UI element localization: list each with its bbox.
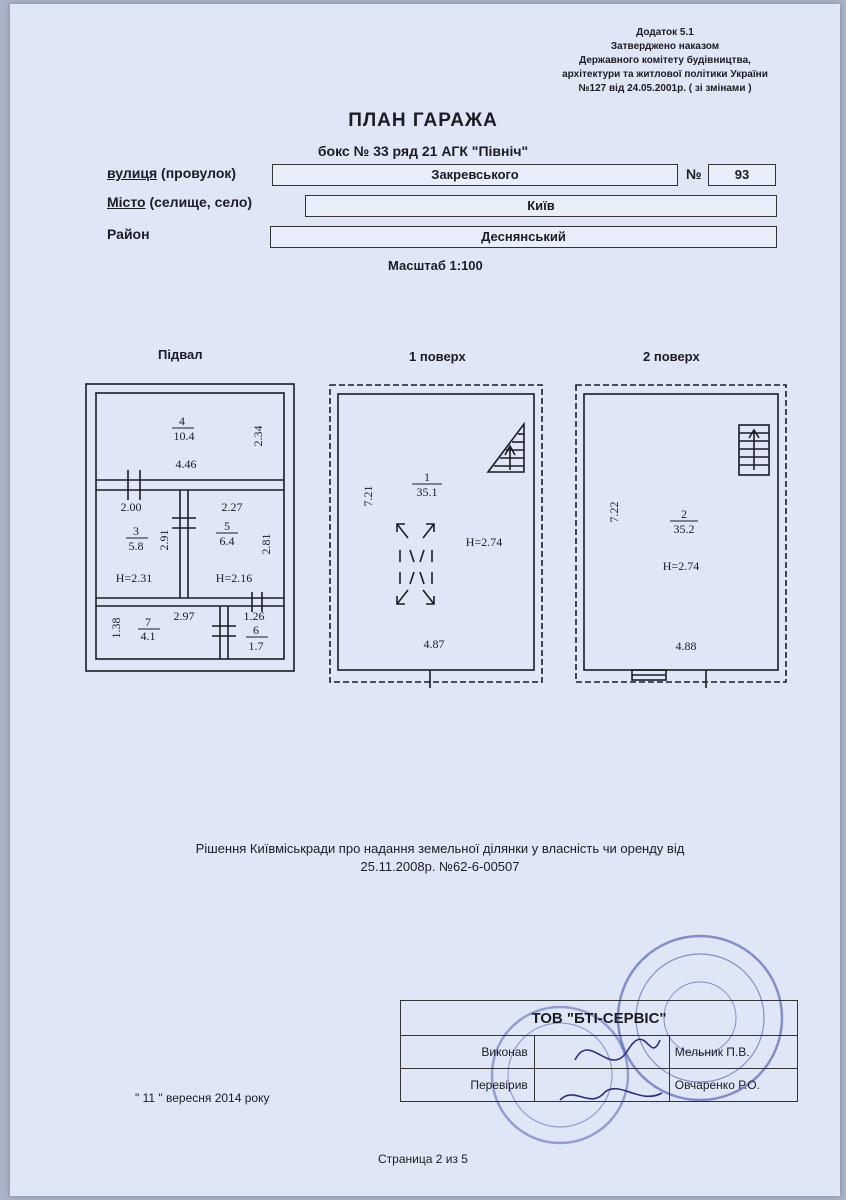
room3-height: H=2.31 (115, 571, 153, 585)
room3-number: 3 (133, 524, 139, 538)
role-executor: Виконав (401, 1036, 535, 1069)
floor1-width: 4.87 (423, 637, 445, 651)
page-number: Страница 2 из 5 (378, 1152, 468, 1166)
approval-line: Затверджено наказом (610, 41, 720, 52)
district-value: Деснянський (270, 226, 777, 248)
approval-line: №127 від 24.05.2001р. ( зі змінами ) (578, 83, 752, 94)
street-value: Закревського (272, 164, 678, 186)
page-subtitle: бокс № 33 ряд 21 АГК "Північ" (317, 143, 529, 159)
floor2-depth: 7.22 (607, 501, 621, 523)
company-name: ТОВ "БТІ-СЕРВІС" (401, 1001, 798, 1036)
city-value: Київ (305, 195, 777, 217)
floor1-depth: 7.21 (361, 485, 375, 507)
number-label: № (686, 166, 702, 182)
room3-depth: 2.91 (157, 529, 171, 551)
name-executor: Мельник П.В. (669, 1036, 797, 1069)
floor1-number: 1 (424, 470, 430, 484)
signature-cell (534, 1069, 669, 1102)
scale-label: Масштаб 1:100 (388, 258, 483, 273)
signature-cell (534, 1036, 669, 1069)
floor1-area: 35.1 (416, 485, 438, 499)
city-label: Місто (селище, село) (107, 194, 253, 210)
approval-line: Додаток 5.1 (636, 27, 694, 38)
room5-number: 5 (224, 519, 230, 533)
room6-number: 6 (253, 623, 259, 637)
name-checker: Овчаренко Р.О. (669, 1069, 797, 1102)
district-label: Район (107, 226, 150, 242)
room4-number: 4 (179, 414, 185, 428)
floor1-inner-wall (338, 394, 534, 670)
room5-area: 6.4 (219, 534, 235, 548)
floor2-width: 4.88 (675, 639, 697, 653)
floor2-label: 2 поверх (643, 349, 700, 364)
room5-width: 2.27 (221, 500, 243, 514)
room7-width: 2.97 (173, 609, 195, 623)
signature-table (400, 1000, 798, 1102)
council-decision (130, 840, 750, 876)
approval-line: архітектури та житлової політики України (562, 69, 768, 80)
room5-height: H=2.16 (215, 571, 253, 585)
room4-width: 4.46 (175, 457, 197, 471)
floor1-height: H=2.74 (465, 535, 503, 549)
document-date: " 11 " вересня 2014 року (135, 1091, 270, 1105)
floor2-height: H=2.74 (662, 559, 700, 573)
number-value: 93 (708, 164, 776, 186)
floor2-number: 2 (681, 507, 687, 521)
room3-area: 5.8 (128, 539, 144, 553)
basement-label: Підвал (158, 347, 203, 362)
room7-number: 7 (145, 615, 151, 629)
floor2-area: 35.2 (673, 522, 695, 536)
room7-area: 4.1 (140, 629, 156, 643)
street-label: вулиця (провулок) (107, 165, 237, 181)
room7-depth: 1.38 (109, 617, 123, 639)
room3-width: 2.00 (120, 500, 142, 514)
role-checker: Перевірив (401, 1069, 535, 1102)
room6-area: 1.7 (248, 639, 264, 653)
room4-depth: 2.34 (251, 425, 265, 447)
approval-line: Державного комітету будівництва, (579, 55, 751, 66)
floor1-label: 1 поверх (409, 349, 466, 364)
room5-depth: 2.81 (259, 533, 273, 555)
decision-line: Рішення Київміськради про надання земельної ділянки у власність чи оренду від (195, 841, 685, 856)
room6-width: 1.26 (243, 609, 265, 623)
page-title: ПЛАН ГАРАЖА (348, 110, 498, 131)
decision-line: 25.11.2008р. №62-6-00507 (360, 859, 520, 874)
room4-area: 10.4 (173, 429, 195, 443)
